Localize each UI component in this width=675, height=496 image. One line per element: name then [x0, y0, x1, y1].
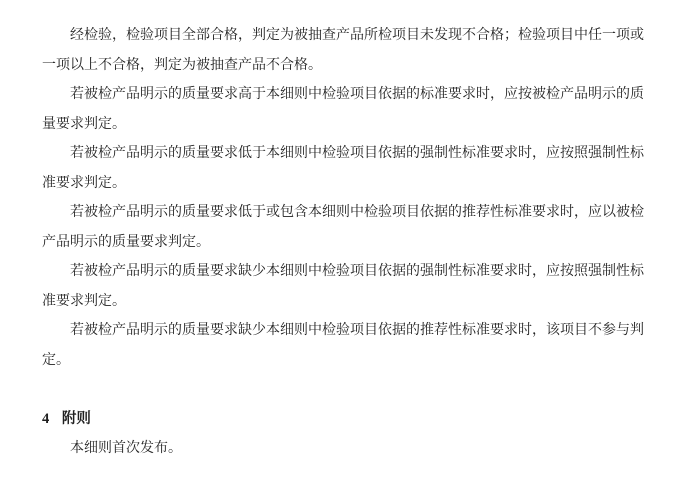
- judgment-paragraph-lower-than-mandatory: 若被检产品明示的质量要求低于本细则中检验项目依据的强制性标准要求时，应按照强制性标准要求判定。: [42, 146, 644, 191]
- judgment-paragraph-overall: 经检验，检验项目全部合格，判定为被抽查产品所检项目未发现不合格；检验项目中任一项或一项以上不合格，判定为被抽查产品不合格。: [42, 28, 644, 73]
- section-number: 4: [42, 410, 50, 427]
- judgment-paragraph-missing-mandatory: 若被检产品明示的质量要求缺少本细则中检验项目依据的强制性标准要求时，应按照强制性标准要求判定。: [42, 264, 644, 309]
- judgment-paragraph-higher-than-standard: 若被检产品明示的质量要求高于本细则中检验项目依据的标准要求时，应按被检产品明示的质量要求判定。: [42, 87, 644, 132]
- section-title: 附则: [61, 410, 91, 427]
- closing-paragraph: 本细则首次发布。: [70, 441, 182, 456]
- section-heading: [42, 405, 644, 435]
- judgment-paragraph-missing-recommended: 若被检产品明示的质量要求缺少本细则中检验项目依据的推荐性标准要求时，该项目不参与判定。: [42, 323, 644, 368]
- judgment-paragraph-lower-or-contains-recommended: 若被检产品明示的质量要求低于或包含本细则中检验项目依据的推荐性标准要求时，应以被检产品明示的质量要求判定。: [42, 205, 644, 250]
